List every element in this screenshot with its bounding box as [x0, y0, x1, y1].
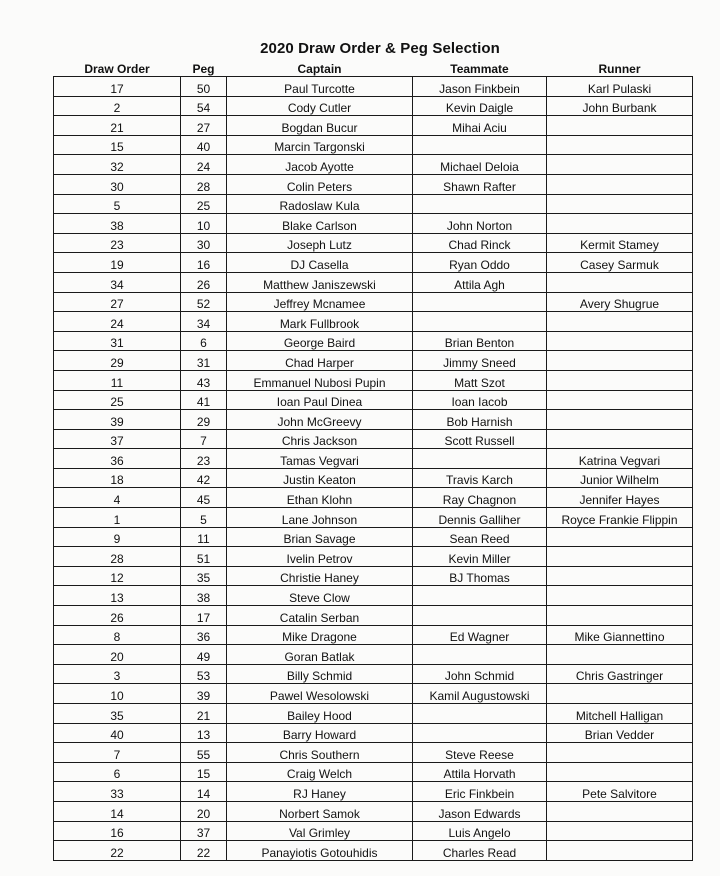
table-row	[54, 468, 693, 488]
runner-cell	[547, 135, 693, 155]
table-row	[54, 96, 693, 116]
captain-cell: George Baird	[227, 331, 413, 351]
table-row	[54, 743, 693, 763]
table-row	[54, 625, 693, 645]
table-row	[54, 841, 693, 861]
runner-cell	[547, 801, 693, 821]
runner-cell	[547, 743, 693, 763]
table-row	[54, 116, 693, 136]
table-row	[54, 527, 693, 547]
table-row	[54, 194, 693, 214]
table-header-row	[54, 60, 693, 77]
table-row	[54, 801, 693, 821]
document-title: 2020 Draw Order & Peg Selection	[260, 40, 500, 57]
table-row	[54, 155, 693, 175]
teammate-cell: Kamil Augustowski	[413, 684, 547, 704]
captain-cell: Emmanuel Nubosi Pupin	[227, 370, 413, 390]
table-row	[54, 351, 693, 371]
table-row	[54, 547, 693, 567]
draw-order-cell: 13	[54, 586, 181, 606]
draw-order-cell: 1	[54, 508, 181, 528]
captain-cell: Joseph Lutz	[227, 233, 413, 253]
runner-cell: Royce Frankie Flippin	[547, 508, 693, 528]
runner-cell	[547, 547, 693, 567]
captain-cell: Craig Welch	[227, 762, 413, 782]
table-row	[54, 723, 693, 743]
table-row	[54, 410, 693, 430]
runner-cell: Mike Giannettino	[547, 625, 693, 645]
peg-cell: 38	[181, 586, 227, 606]
runner-cell	[547, 429, 693, 449]
runner-cell	[547, 351, 693, 371]
draw-order-cell: 8	[54, 625, 181, 645]
draw-order-cell: 2	[54, 96, 181, 116]
teammate-cell: Travis Karch	[413, 468, 547, 488]
teammate-cell: Kevin Daigle	[413, 96, 547, 116]
table-row	[54, 214, 693, 234]
captain-cell: Ioan Paul Dinea	[227, 390, 413, 410]
peg-cell: 52	[181, 292, 227, 312]
draw-order-cell: 33	[54, 782, 181, 802]
teammate-cell: Dennis Galliher	[413, 508, 547, 528]
runner-cell	[547, 841, 693, 861]
table-row	[54, 645, 693, 665]
draw-order-cell: 4	[54, 488, 181, 508]
runner-cell	[547, 214, 693, 234]
peg-cell: 7	[181, 429, 227, 449]
peg-cell: 30	[181, 233, 227, 253]
runner-cell	[547, 272, 693, 292]
runner-cell	[547, 762, 693, 782]
runner-cell	[547, 821, 693, 841]
table-row	[54, 508, 693, 528]
draw-order-cell: 23	[54, 233, 181, 253]
teammate-cell: John Norton	[413, 214, 547, 234]
peg-cell: 29	[181, 410, 227, 430]
draw-order-cell: 17	[54, 77, 181, 97]
header-draw-order: Draw Order	[84, 62, 150, 76]
peg-cell: 27	[181, 116, 227, 136]
runner-cell	[547, 410, 693, 430]
teammate-cell: Shawn Rafter	[413, 174, 547, 194]
captain-cell: John McGreevy	[227, 410, 413, 430]
captain-cell: Steve Clow	[227, 586, 413, 606]
peg-cell: 11	[181, 527, 227, 547]
peg-cell: 41	[181, 390, 227, 410]
teammate-cell: Ryan Oddo	[413, 253, 547, 273]
draw-order-cell: 37	[54, 429, 181, 449]
draw-order-cell: 28	[54, 547, 181, 567]
draw-order-cell: 11	[54, 370, 181, 390]
table-row	[54, 664, 693, 684]
draw-order-table	[53, 60, 693, 861]
teammate-cell: Charles Read	[413, 841, 547, 861]
table-row	[54, 762, 693, 782]
teammate-cell: Chad Rinck	[413, 233, 547, 253]
teammate-cell	[413, 135, 547, 155]
captain-cell: Jacob Ayotte	[227, 155, 413, 175]
draw-order-cell: 31	[54, 331, 181, 351]
captain-cell: Christie Haney	[227, 566, 413, 586]
runner-cell: Junior Wilhelm	[547, 468, 693, 488]
teammate-cell: Scott Russell	[413, 429, 547, 449]
draw-order-cell: 32	[54, 155, 181, 175]
teammate-cell: Mihai Aciu	[413, 116, 547, 136]
draw-order-cell: 24	[54, 312, 181, 332]
draw-order-cell: 3	[54, 664, 181, 684]
draw-order-cell: 10	[54, 684, 181, 704]
table-row	[54, 272, 693, 292]
peg-cell: 54	[181, 96, 227, 116]
captain-cell: Barry Howard	[227, 723, 413, 743]
peg-cell: 10	[181, 214, 227, 234]
peg-cell: 37	[181, 821, 227, 841]
peg-cell: 24	[181, 155, 227, 175]
table-row	[54, 821, 693, 841]
runner-cell	[547, 194, 693, 214]
runner-cell	[547, 331, 693, 351]
table-row	[54, 390, 693, 410]
peg-cell: 13	[181, 723, 227, 743]
captain-cell: Catalin Serban	[227, 606, 413, 626]
runner-cell: Katrina Vegvari	[547, 449, 693, 469]
captain-cell: Bogdan Bucur	[227, 116, 413, 136]
draw-order-cell: 30	[54, 174, 181, 194]
peg-cell: 36	[181, 625, 227, 645]
peg-cell: 35	[181, 566, 227, 586]
table-row	[54, 586, 693, 606]
peg-cell: 17	[181, 606, 227, 626]
draw-order-cell: 12	[54, 566, 181, 586]
table-row	[54, 77, 693, 97]
captain-cell: Pawel Wesolowski	[227, 684, 413, 704]
teammate-cell: Steve Reese	[413, 743, 547, 763]
captain-cell: Chris Southern	[227, 743, 413, 763]
table-row	[54, 566, 693, 586]
teammate-cell	[413, 606, 547, 626]
teammate-cell	[413, 586, 547, 606]
teammate-cell: Eric Finkbein	[413, 782, 547, 802]
table-row	[54, 606, 693, 626]
draw-order-cell: 36	[54, 449, 181, 469]
captain-cell: Colin Peters	[227, 174, 413, 194]
captain-cell: Justin Keaton	[227, 468, 413, 488]
draw-order-cell: 6	[54, 762, 181, 782]
captain-cell: Ivelin Petrov	[227, 547, 413, 567]
teammate-cell	[413, 449, 547, 469]
teammate-cell: Attila Horvath	[413, 762, 547, 782]
teammate-cell: Jason Finkbein	[413, 77, 547, 97]
teammate-cell	[413, 312, 547, 332]
teammate-cell: Luis Angelo	[413, 821, 547, 841]
draw-order-cell: 16	[54, 821, 181, 841]
draw-order-cell: 40	[54, 723, 181, 743]
draw-order-cell: 15	[54, 135, 181, 155]
captain-cell: Radoslaw Kula	[227, 194, 413, 214]
draw-order-cell: 18	[54, 468, 181, 488]
captain-cell: Chad Harper	[227, 351, 413, 371]
header-runner: Runner	[598, 62, 641, 76]
runner-cell: Jennifer Hayes	[547, 488, 693, 508]
runner-cell	[547, 684, 693, 704]
draw-order-cell: 19	[54, 253, 181, 273]
runner-cell	[547, 606, 693, 626]
peg-cell: 51	[181, 547, 227, 567]
runner-cell: Mitchell Halligan	[547, 704, 693, 724]
table-row	[54, 135, 693, 155]
table-row	[54, 449, 693, 469]
table-row	[54, 174, 693, 194]
peg-cell: 15	[181, 762, 227, 782]
peg-cell: 20	[181, 801, 227, 821]
runner-cell: Casey Sarmuk	[547, 253, 693, 273]
peg-cell: 21	[181, 704, 227, 724]
runner-cell: Karl Pulaski	[547, 77, 693, 97]
runner-cell	[547, 645, 693, 665]
peg-cell: 5	[181, 508, 227, 528]
table-row	[54, 292, 693, 312]
captain-cell: Paul Turcotte	[227, 77, 413, 97]
draw-order-cell: 14	[54, 801, 181, 821]
draw-order-cell: 27	[54, 292, 181, 312]
table-row	[54, 312, 693, 332]
captain-cell: Cody Cutler	[227, 96, 413, 116]
runner-cell	[547, 116, 693, 136]
table-body	[54, 77, 693, 861]
captain-cell: Blake Carlson	[227, 214, 413, 234]
captain-cell: Mark Fullbrook	[227, 312, 413, 332]
draw-order-cell: 29	[54, 351, 181, 371]
captain-cell: Mike Dragone	[227, 625, 413, 645]
draw-order-cell: 22	[54, 841, 181, 861]
teammate-cell	[413, 194, 547, 214]
runner-cell	[547, 312, 693, 332]
table-row	[54, 782, 693, 802]
teammate-cell: Michael Deloia	[413, 155, 547, 175]
teammate-cell: Ioan Iacob	[413, 390, 547, 410]
teammate-cell: Sean Reed	[413, 527, 547, 547]
peg-cell: 16	[181, 253, 227, 273]
header-teammate: Teammate	[450, 62, 509, 76]
captain-cell: Matthew Janiszewski	[227, 272, 413, 292]
peg-cell: 50	[181, 77, 227, 97]
draw-order-cell: 38	[54, 214, 181, 234]
draw-order-cell: 25	[54, 390, 181, 410]
draw-order-cell: 9	[54, 527, 181, 547]
table-row	[54, 429, 693, 449]
captain-cell: Panayiotis Gotouhidis	[227, 841, 413, 861]
peg-cell: 26	[181, 272, 227, 292]
teammate-cell: Jason Edwards	[413, 801, 547, 821]
peg-cell: 42	[181, 468, 227, 488]
runner-cell: Avery Shugrue	[547, 292, 693, 312]
captain-cell: DJ Casella	[227, 253, 413, 273]
table-row	[54, 704, 693, 724]
peg-cell: 45	[181, 488, 227, 508]
header-peg: Peg	[192, 62, 215, 76]
peg-cell: 55	[181, 743, 227, 763]
teammate-cell: Ray Chagnon	[413, 488, 547, 508]
peg-cell: 31	[181, 351, 227, 371]
peg-cell: 23	[181, 449, 227, 469]
peg-cell: 14	[181, 782, 227, 802]
runner-cell: Brian Vedder	[547, 723, 693, 743]
teammate-cell: Jimmy Sneed	[413, 351, 547, 371]
runner-cell	[547, 174, 693, 194]
peg-cell: 6	[181, 331, 227, 351]
peg-cell: 34	[181, 312, 227, 332]
peg-cell: 25	[181, 194, 227, 214]
runner-cell	[547, 566, 693, 586]
captain-cell: Norbert Samok	[227, 801, 413, 821]
runner-cell: Pete Salvitore	[547, 782, 693, 802]
captain-cell: Val Grimley	[227, 821, 413, 841]
peg-cell: 53	[181, 664, 227, 684]
teammate-cell: Ed Wagner	[413, 625, 547, 645]
teammate-cell: John Schmid	[413, 664, 547, 684]
runner-cell	[547, 370, 693, 390]
peg-cell: 39	[181, 684, 227, 704]
draw-order-cell: 26	[54, 606, 181, 626]
runner-cell	[547, 390, 693, 410]
draw-order-cell: 39	[54, 410, 181, 430]
draw-order-cell: 35	[54, 704, 181, 724]
draw-order-cell: 7	[54, 743, 181, 763]
captain-cell: Chris Jackson	[227, 429, 413, 449]
captain-cell: Goran Batlak	[227, 645, 413, 665]
peg-cell: 43	[181, 370, 227, 390]
captain-cell: Bailey Hood	[227, 704, 413, 724]
runner-cell	[547, 155, 693, 175]
runner-cell	[547, 527, 693, 547]
teammate-cell: BJ Thomas	[413, 566, 547, 586]
captain-cell: Lane Johnson	[227, 508, 413, 528]
captain-cell: Billy Schmid	[227, 664, 413, 684]
peg-cell: 22	[181, 841, 227, 861]
header-captain: Captain	[297, 62, 342, 76]
table-row	[54, 233, 693, 253]
captain-cell: Jeffrey Mcnamee	[227, 292, 413, 312]
teammate-cell: Attila Agh	[413, 272, 547, 292]
teammate-cell	[413, 704, 547, 724]
runner-cell: Chris Gastringer	[547, 664, 693, 684]
peg-cell: 28	[181, 174, 227, 194]
captain-cell: Ethan Klohn	[227, 488, 413, 508]
teammate-cell: Kevin Miller	[413, 547, 547, 567]
peg-cell: 49	[181, 645, 227, 665]
table-row	[54, 253, 693, 273]
runner-cell: John Burbank	[547, 96, 693, 116]
draw-order-cell: 20	[54, 645, 181, 665]
teammate-cell	[413, 645, 547, 665]
table-row	[54, 684, 693, 704]
draw-order-cell: 34	[54, 272, 181, 292]
captain-cell: Brian Savage	[227, 527, 413, 547]
teammate-cell: Matt Szot	[413, 370, 547, 390]
table-row	[54, 488, 693, 508]
peg-cell: 40	[181, 135, 227, 155]
draw-order-cell: 21	[54, 116, 181, 136]
captain-cell: Marcin Targonski	[227, 135, 413, 155]
teammate-cell	[413, 723, 547, 743]
table-row	[54, 370, 693, 390]
teammate-cell: Brian Benton	[413, 331, 547, 351]
runner-cell: Kermit Stamey	[547, 233, 693, 253]
captain-cell: Tamas Vegvari	[227, 449, 413, 469]
teammate-cell: Bob Harnish	[413, 410, 547, 430]
table-row	[54, 331, 693, 351]
runner-cell	[547, 586, 693, 606]
draw-order-cell: 5	[54, 194, 181, 214]
captain-cell: RJ Haney	[227, 782, 413, 802]
teammate-cell	[413, 292, 547, 312]
